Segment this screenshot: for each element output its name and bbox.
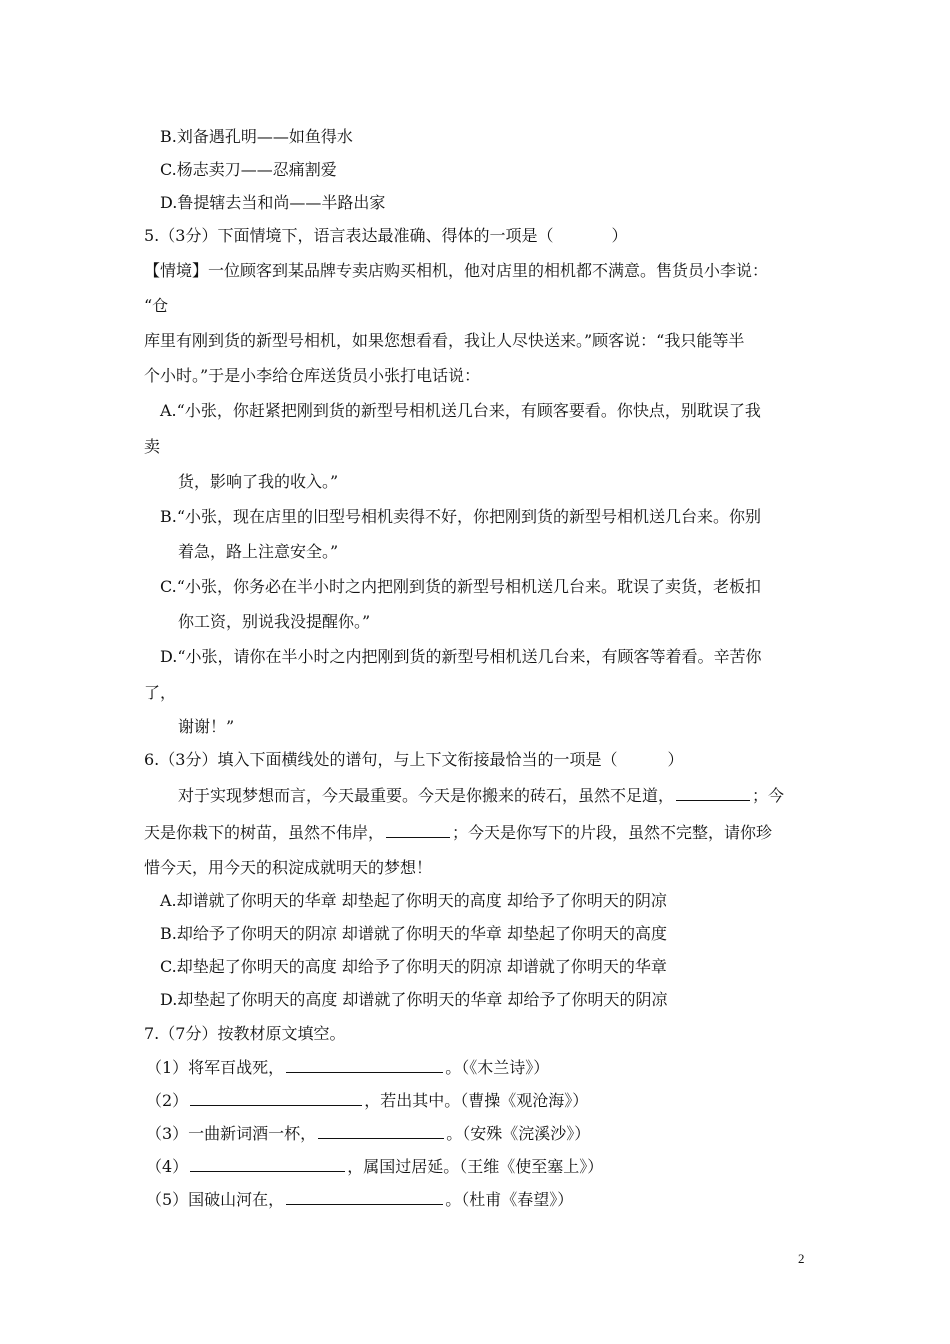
q5-context-line-1: 【情境】一位顾客到某品牌专卖店购买相机，他对店里的相机都不满意。售货员小李说： xyxy=(144,261,769,280)
q6-passage-2b: ；今天是你写下的片段，虽然不完整，请你珍 xyxy=(452,823,773,842)
q7-stem: 7.（7分）按教材原文填空。 xyxy=(144,1024,346,1043)
q6-option-c: C.却垫起了你明天的高度 却给予了你明天的阴凉 却谱就了你明天的华章 xyxy=(160,957,667,976)
q7-item-1-suffix: 。（《木兰诗》） xyxy=(445,1058,550,1077)
q7-blank-1[interactable] xyxy=(286,1057,443,1073)
q6-passage-line-1 xyxy=(178,785,784,806)
q7-blank-5[interactable] xyxy=(286,1189,443,1205)
page-number: 2 xyxy=(798,1251,805,1266)
q7-item-1-prefix: （1）将军百战死， xyxy=(146,1058,285,1077)
q7-item-2 xyxy=(146,1090,588,1111)
q5-option-a-line-3: 货，影响了我的收入。” xyxy=(178,472,339,491)
q6-passage-line-2 xyxy=(144,822,772,843)
q5-option-d-line-1: D.“小张，请你在半小时之内把刚到货的新型号相机送几台来，有顾客等着看。辛苦你 xyxy=(160,647,762,666)
q5-stem-end: ） xyxy=(611,226,628,245)
q7-blank-2[interactable] xyxy=(190,1090,362,1106)
q6-option-b: B.却给予了你明天的阴凉 却谱就了你明天的华章 却垫起了你明天的高度 xyxy=(160,924,668,943)
q7-item-3-suffix: 。（安殊《浣溪沙》） xyxy=(446,1124,591,1143)
q4-option-d: D.鲁提辖去当和尚——半路出家 xyxy=(160,193,386,212)
q5-stem-text: 5.（3分）下面情境下，语言表达最准确、得体的一项是（ xyxy=(144,226,554,245)
q6-stem-text: 6.（3分）填入下面横线处的谱句，与上下文衔接最恰当的一项是（ xyxy=(144,750,618,769)
q5-option-c-line-2: 你工资，别说我没提醒你。” xyxy=(178,612,371,631)
q5-option-d-line-2: 了， xyxy=(144,683,177,702)
q6-option-d: D.却垫起了你明天的高度 却谱就了你明天的华章 却给予了你明天的阴凉 xyxy=(160,990,668,1009)
q4-option-b: B.刘备遇孔明——如鱼得水 xyxy=(160,127,353,146)
q5-context-line-2: “仓 xyxy=(144,296,169,315)
q5-stem xyxy=(144,226,627,246)
q5-context-line-3: 库里有刚到货的新型号相机，如果您想看看，我让人尽快送来。”顾客说：“我只能等半 xyxy=(144,331,745,350)
q5-option-b-line-2: 着急，路上注意安全。” xyxy=(178,542,339,561)
q7-item-2-prefix: （2） xyxy=(146,1091,189,1110)
q7-item-4-prefix: （4） xyxy=(146,1157,189,1176)
q4-option-c: C.杨志卖刀——忍痛割爱 xyxy=(160,160,337,179)
q6-blank-2[interactable] xyxy=(386,822,450,838)
q7-item-5 xyxy=(146,1189,573,1210)
q6-stem-end: ） xyxy=(667,750,684,769)
q7-item-5-suffix: 。（杜甫《春望》） xyxy=(445,1190,574,1209)
q7-item-2-suffix: ，若出其中。（曹操《观沧海》） xyxy=(364,1091,589,1110)
q7-item-3-prefix: （3）一曲新词酒一杯， xyxy=(146,1124,317,1143)
q5-option-c-line-1: C.“小张，你务必在半小时之内把刚到货的新型号相机送几台来。耽误了卖货，老板扣 xyxy=(160,577,761,596)
q5-option-b-line-1: B.“小张，现在店里的旧型号相机卖得不好，你把刚到货的新型号相机送几台来。你别 xyxy=(160,507,762,526)
q5-option-a-line-1: A.“小张，你赶紧把刚到货的新型号相机送几台来，有顾客要看。你快点，别耽误了我 xyxy=(160,401,761,420)
q7-blank-3[interactable] xyxy=(318,1123,444,1139)
q6-passage-1b: ；今 xyxy=(752,786,785,805)
q5-option-a-line-2: 卖 xyxy=(144,437,161,456)
q6-option-a: A.却谱就了你明天的华章 却垫起了你明天的高度 却给予了你明天的阴凉 xyxy=(160,891,667,910)
q7-blank-4[interactable] xyxy=(190,1156,345,1172)
q7-item-5-prefix: （5）国破山河在， xyxy=(146,1190,285,1209)
q6-passage-2a: 天是你栽下的树苗，虽然不伟岸， xyxy=(144,823,385,842)
q6-blank-1[interactable] xyxy=(676,785,750,801)
q7-item-4 xyxy=(146,1156,603,1177)
q5-option-d-line-3: 谢谢！” xyxy=(178,717,235,736)
q6-passage-line-3: 惜今天，用今天的积淀成就明天的梦想！ xyxy=(144,858,433,877)
q7-item-3 xyxy=(146,1123,590,1144)
q6-stem xyxy=(144,750,683,770)
q7-item-4-suffix: ，属国过居延。（王维《使至塞上》） xyxy=(347,1157,604,1176)
q5-context-line-4: 个小时。”于是小李给仓库送货员小张打电话说： xyxy=(144,366,481,385)
q6-passage-1a: 对于实现梦想而言，今天最重要。今天是你搬来的砖石，虽然不足道， xyxy=(178,786,675,805)
q7-item-1 xyxy=(146,1057,549,1078)
